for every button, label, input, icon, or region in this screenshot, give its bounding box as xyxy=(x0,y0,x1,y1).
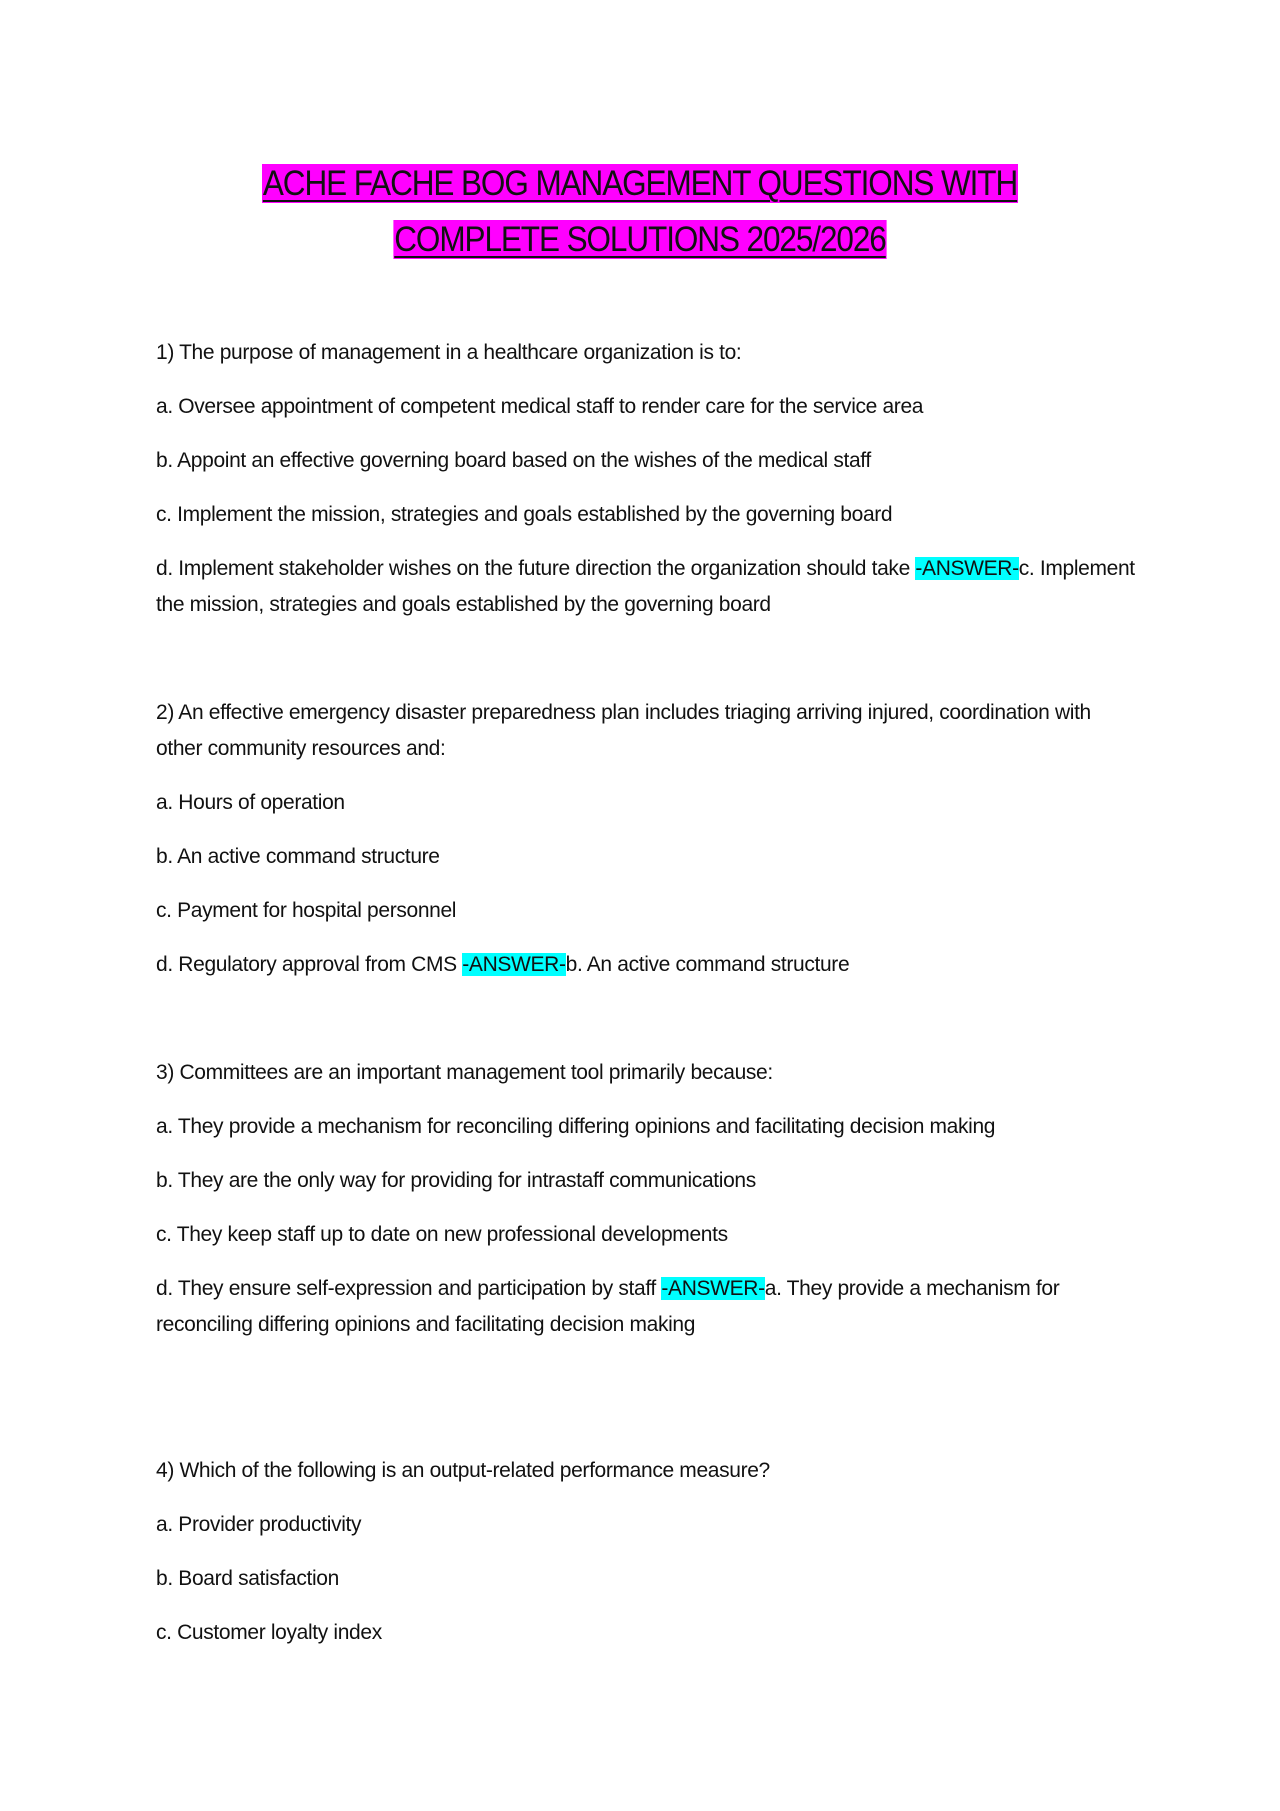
option-b: b. They are the only way for providing for intrastaff communications xyxy=(156,1169,756,1192)
option-b: b. Board satisfaction xyxy=(156,1567,339,1590)
option-d: d. They ensure self-expression and participation by staff xyxy=(156,1277,656,1300)
question-stem: 3) Committees are an important management tool primarily because: xyxy=(156,1061,773,1084)
question-2 xyxy=(156,695,1136,983)
question-4 xyxy=(156,1453,1136,1651)
question-stem: 4) Which of the following is an output-related performance measure? xyxy=(156,1459,770,1482)
title-line-2-text: COMPLETE SOLUTIONS 2025/2026 xyxy=(394,220,886,259)
title-line-1 xyxy=(64,156,1216,212)
option-c: c. They keep staff up to date on new professional developments xyxy=(156,1223,728,1246)
option-c: c. Implement the mission, strategies and goals established by the governing board xyxy=(156,503,893,526)
option-a: a. Provider productivity xyxy=(156,1513,362,1536)
option-b: b. Appoint an effective governing board based on the wishes of the medical staff xyxy=(156,449,871,472)
option-c: c. Customer loyalty index xyxy=(156,1621,382,1644)
option-c: c. Payment for hospital personnel xyxy=(156,899,457,922)
document-title xyxy=(0,156,1280,268)
option-d: d. Implement stakeholder wishes on the future direction the organization should take xyxy=(156,557,910,580)
option-b: b. An active command structure xyxy=(156,845,440,868)
answer-text: a. They provide a mechanism for reconciling differing opinions and facilitating decision making xyxy=(156,1277,1060,1336)
question-stem: 1) The purpose of management in a healthcare organization is to: xyxy=(156,341,742,364)
answer-marker: -ANSWER- xyxy=(661,1277,765,1300)
question-1 xyxy=(156,335,1136,623)
answer-text: b. An active command structure xyxy=(565,953,850,976)
option-d-with-answer xyxy=(156,947,1136,983)
title-line-2 xyxy=(64,212,1216,268)
option-d-with-answer xyxy=(156,1271,1136,1343)
answer-marker: -ANSWER- xyxy=(462,953,566,976)
option-a: a. Hours of operation xyxy=(156,791,345,814)
title-line-1-text: ACHE FACHE BOG MANAGEMENT QUESTIONS WITH xyxy=(262,164,1018,203)
option-d: d. Regulatory approval from CMS xyxy=(156,953,457,976)
question-stem: 2) An effective emergency disaster preparedness plan includes triaging arriving injured, coordination with other community resources and: xyxy=(156,701,1091,760)
answer-text: c. Implement the mission, strategies and goals established by the governing board xyxy=(156,557,1135,616)
question-3 xyxy=(156,1055,1136,1343)
option-a: a. Oversee appointment of competent medical staff to render care for the service area xyxy=(156,395,924,418)
option-d-with-answer xyxy=(156,551,1136,623)
option-a: a. They provide a mechanism for reconciling differing opinions and facilitating decision making xyxy=(156,1115,996,1138)
answer-marker: -ANSWER- xyxy=(915,557,1019,580)
